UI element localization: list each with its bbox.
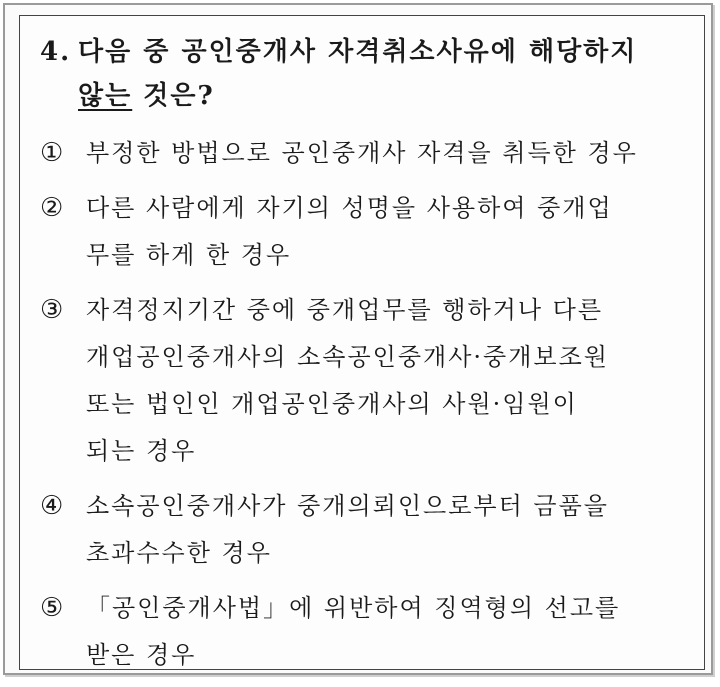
option-line: 되는 경우 [86, 437, 197, 465]
question-line-2 [78, 74, 690, 118]
option-line: 받은 경우 [86, 641, 197, 669]
question-line-2-rest: 것은? [132, 81, 215, 111]
question-emphasis: 않는 [78, 81, 133, 111]
option-marker: ④ [40, 491, 66, 521]
option-line: 개업공인중개사의 소속공인중개사·중개보조원 [86, 343, 609, 371]
option-line: 다른 사람에게 자기의 성명을 사용하여 중개업 [86, 194, 613, 222]
option-line: 소속공인중개사가 중개의뢰인으로부터 금품을 [86, 492, 609, 520]
image-frame [3, 3, 713, 675]
option-3 [40, 287, 690, 475]
option-5 [40, 585, 690, 679]
option-line: 부정한 방법으로 공인중개사 자격을 취득한 경우 [86, 139, 638, 167]
option-1 [40, 130, 690, 177]
exam-question [40, 30, 690, 687]
option-4 [40, 483, 690, 577]
document-panel [19, 15, 705, 670]
option-line: 「공인중개사법」에 위반하여 징역형의 선고를 [86, 594, 621, 622]
option-marker: ② [40, 193, 66, 223]
option-marker: ① [40, 138, 66, 168]
option-line: 초과수수한 경우 [86, 539, 272, 567]
question-line-1: 다음 중 공인중개사 자격취소사유에 해당하지 [78, 37, 638, 67]
option-marker: ③ [40, 295, 66, 325]
question-number: 4. [40, 37, 72, 67]
option-line: 무를 하게 한 경우 [86, 241, 292, 269]
question-stem [40, 30, 690, 118]
option-2 [40, 185, 690, 279]
option-line: 또는 법인인 개업공인중개사의 사원·임원이 [86, 390, 578, 418]
option-line: 자격정지기간 중에 중개업무를 행하거나 다른 [86, 296, 604, 324]
option-marker: ⑤ [40, 593, 66, 623]
